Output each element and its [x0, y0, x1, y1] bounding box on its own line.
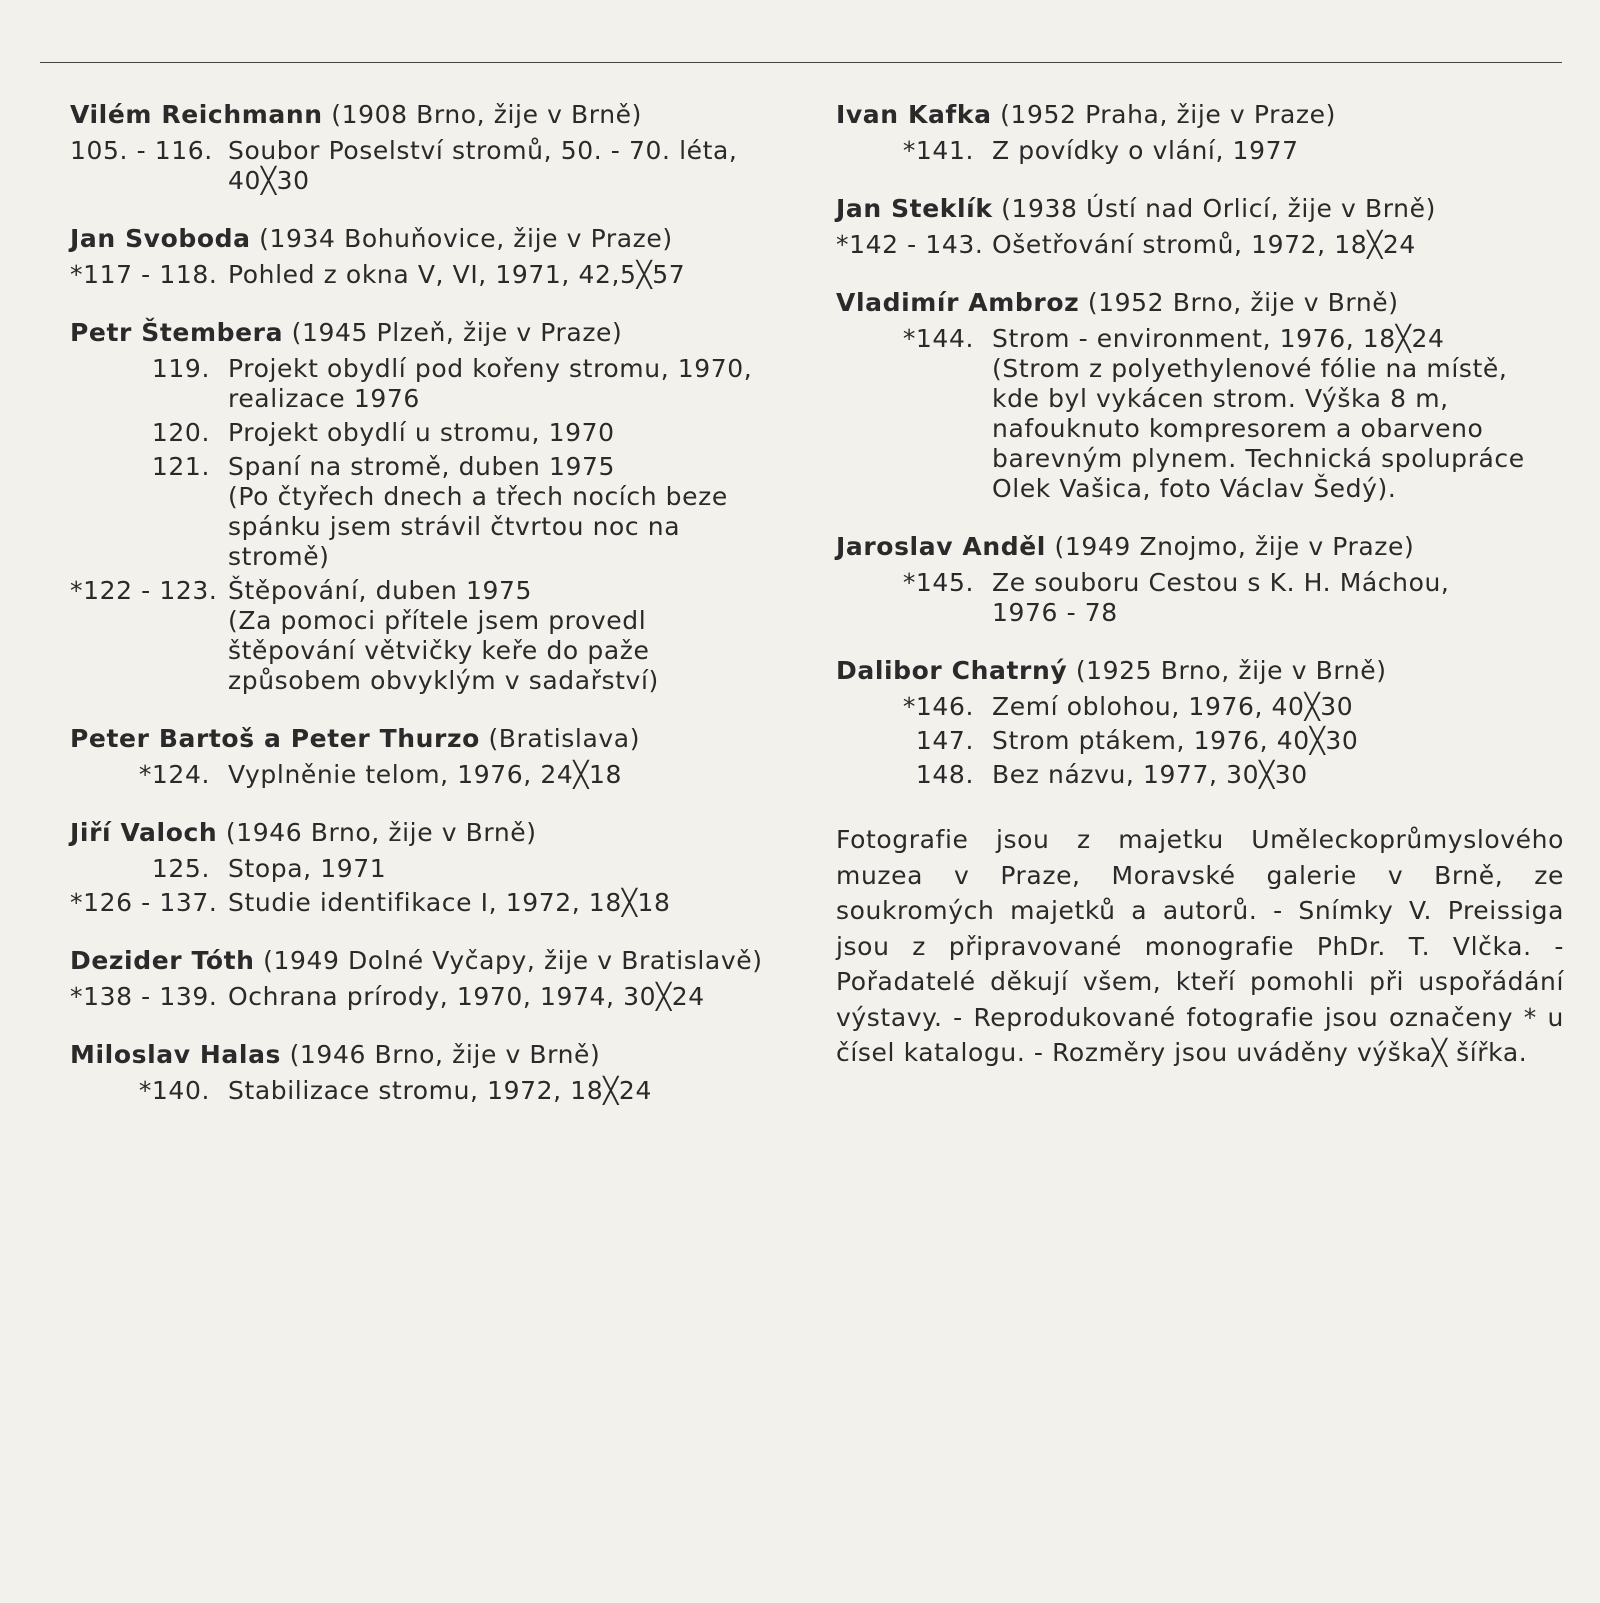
- artist-name: Vilém Reichmann: [70, 100, 323, 129]
- artist-info: (1938 Ústí nad Orlicí, žije v Brně): [1001, 194, 1436, 223]
- artist-heading: [70, 816, 815, 850]
- catalog-number: *145.: [902, 568, 974, 597]
- catalog-number: 121.: [151, 452, 210, 481]
- artist-info: (1945 Plzeň, žije v Praze): [291, 318, 623, 347]
- catalog-number: 120.: [151, 418, 210, 447]
- catalog-item: [70, 576, 815, 696]
- artist-name: Jan Steklík: [836, 194, 993, 223]
- catalog-description: Stopa, 1971: [228, 854, 387, 883]
- catalog-item: [836, 230, 1564, 260]
- catalog-item: [836, 568, 1564, 628]
- catalog-number: *138 - 139.: [70, 982, 218, 1011]
- artist-name: Jan Svoboda: [70, 224, 251, 253]
- artist-info: (1949 Dolné Vyčapy, žije v Bratislavě): [263, 946, 763, 975]
- catalog-item: [836, 324, 1564, 504]
- catalog-description: Bez názvu, 1977, 30╳30: [992, 760, 1308, 789]
- artist-info: (1934 Bohuňovice, žije v Praze): [259, 224, 673, 253]
- catalog-description: Ochrana prírody, 1970, 1974, 30╳24: [228, 982, 705, 1011]
- catalog-number: 105. - 116.: [70, 136, 213, 165]
- artist-entry: [836, 192, 1564, 260]
- artist-entry: [70, 222, 815, 290]
- top-rule: [40, 62, 1562, 63]
- catalog-item: [70, 982, 815, 1012]
- artist-heading: [70, 1038, 815, 1072]
- catalog-item: [836, 136, 1564, 166]
- catalog-number: *124.: [138, 760, 210, 789]
- catalog-number: *140.: [138, 1076, 210, 1105]
- catalog-description: Pohled z okna V, VI, 1971, 42,5╳57: [228, 260, 686, 289]
- artist-heading: [836, 192, 1564, 226]
- catalog-number: *142 - 143.: [836, 230, 984, 259]
- artist-heading: [836, 286, 1564, 320]
- artist-info: (Bratislava): [488, 724, 641, 753]
- artist-name: Jaroslav Anděl: [836, 532, 1046, 561]
- catalog-description: Vyplněnie telom, 1976, 24╳18: [228, 760, 623, 789]
- artist-entry: [70, 944, 815, 1012]
- artist-entry: [70, 1038, 815, 1106]
- left-column: [70, 98, 815, 1132]
- artist-name: Jiří Valoch: [70, 818, 218, 847]
- catalog-description: Štěpování, duben 1975 (Za pomoci přítele jsem provedl štěpování větvičky keře do paže způsobem obvyklým v sadařství): [228, 576, 659, 695]
- catalog-description: Studie identifikace I, 1972, 18╳18: [228, 888, 671, 917]
- catalog-item: [70, 760, 815, 790]
- catalog-description: Zemí oblohou, 1976, 40╳30: [992, 692, 1354, 721]
- catalog-description: Z povídky o vlání, 1977: [992, 136, 1299, 165]
- catalog-number: 125.: [151, 854, 210, 883]
- catalog-item: [836, 726, 1564, 756]
- right-artist-list: [836, 98, 1564, 790]
- artist-name: Ivan Kafka: [836, 100, 992, 129]
- artist-name: Vladimír Ambroz: [836, 288, 1080, 317]
- artist-heading: [70, 944, 815, 978]
- catalog-item: [70, 854, 815, 884]
- catalog-description: Soubor Poselství stromů, 50. - 70. léta, 40╳30: [228, 136, 738, 195]
- artist-name: Peter Bartoš a Peter Thurzo: [70, 724, 480, 753]
- artist-info: (1949 Znojmo, žije v Praze): [1054, 532, 1415, 561]
- artist-name: Petr Štembera: [70, 318, 284, 347]
- catalog-description: Projekt obydlí pod kořeny stromu, 1970, realizace 1976: [228, 354, 753, 413]
- catalog-description: Ze souboru Cestou s K. H. Máchou, 1976 - 78: [992, 568, 1450, 627]
- catalog-description: Strom - environment, 1976, 18╳24 (Strom z polyethylenové fólie na místě, kde byl vykácen strom. Výška 8 m, nafouknuto kompresorem a obarveno barevným plynem. Technická spolupráce Olek Vašica, foto Václav Šedý).: [992, 324, 1525, 503]
- catalog-number: *122 - 123.: [70, 576, 218, 605]
- catalog-description: Stabilizace stromu, 1972, 18╳24: [228, 1076, 652, 1105]
- artist-heading: [70, 722, 815, 756]
- artist-entry: [836, 530, 1564, 628]
- artist-entry: [70, 722, 815, 790]
- catalog-item: [836, 760, 1564, 790]
- catalog-item: [70, 452, 815, 572]
- artist-entry: [70, 98, 815, 196]
- artist-entry: [836, 286, 1564, 504]
- artist-entry: [836, 654, 1564, 790]
- artist-info: (1952 Brno, žije v Brně): [1087, 288, 1399, 317]
- artist-heading: [70, 222, 815, 256]
- artist-info: (1946 Brno, žije v Brně): [289, 1040, 601, 1069]
- artist-heading: [836, 530, 1564, 564]
- artist-entry: [836, 98, 1564, 166]
- catalog-number: *126 - 137.: [70, 888, 218, 917]
- artist-info: (1925 Brno, žije v Brně): [1075, 656, 1387, 685]
- artist-heading: [70, 98, 815, 132]
- catalog-number: *146.: [902, 692, 974, 721]
- catalog-number: 147.: [915, 726, 974, 755]
- artist-entry: [70, 316, 815, 696]
- artist-info: (1908 Brno, žije v Brně): [331, 100, 643, 129]
- catalog-item: [70, 418, 815, 448]
- catalog-number: *144.: [902, 324, 974, 353]
- catalog-item: [70, 354, 815, 414]
- artist-name: Dalibor Chatrný: [836, 656, 1068, 685]
- catalog-item: [70, 888, 815, 918]
- catalog-description: Spaní na stromě, duben 1975 (Po čtyřech dnech a třech nocích beze spánku jsem strávil čtvrtou noc na stromě): [228, 452, 728, 571]
- catalog-number: *117 - 118.: [70, 260, 218, 289]
- catalog-description: Strom ptákem, 1976, 40╳30: [992, 726, 1359, 755]
- catalog-item: [70, 260, 815, 290]
- catalog-item: [836, 692, 1564, 722]
- artist-name: Dezider Tóth: [70, 946, 255, 975]
- right-column: [836, 98, 1564, 1071]
- catalog-item: [70, 1076, 815, 1106]
- artist-entry: [70, 816, 815, 918]
- artist-name: Miloslav Halas: [70, 1040, 282, 1069]
- catalog-notes: Fotografie jsou z majetku Uměleckoprůmyslového muzea v Praze, Moravské galerie v Brně, ze soukromých majetků a autorů. - Snímky V. Preissiga jsou z připravované monografie PhDr. T. Vlčka. - Pořadatelé děkují všem, kteří pomohli při uspořádání výstavy. - Reprodukované fotografie jsou označeny * u čísel katalogu. - Rozměry jsou uváděny výška╳ šířka.: [836, 825, 1564, 1067]
- catalog-item: [70, 136, 815, 196]
- catalog-description: Projekt obydlí u stromu, 1970: [228, 418, 615, 447]
- artist-heading: [836, 654, 1564, 688]
- catalog-description: Ošetřování stromů, 1972, 18╳24: [992, 230, 1416, 259]
- catalog-number: 119.: [151, 354, 210, 383]
- artist-info: (1952 Praha, žije v Praze): [1000, 100, 1336, 129]
- artist-info: (1946 Brno, žije v Brně): [225, 818, 537, 847]
- catalog-number: *141.: [902, 136, 974, 165]
- artist-heading: [836, 98, 1564, 132]
- catalog-number: 148.: [915, 760, 974, 789]
- artist-heading: [70, 316, 815, 350]
